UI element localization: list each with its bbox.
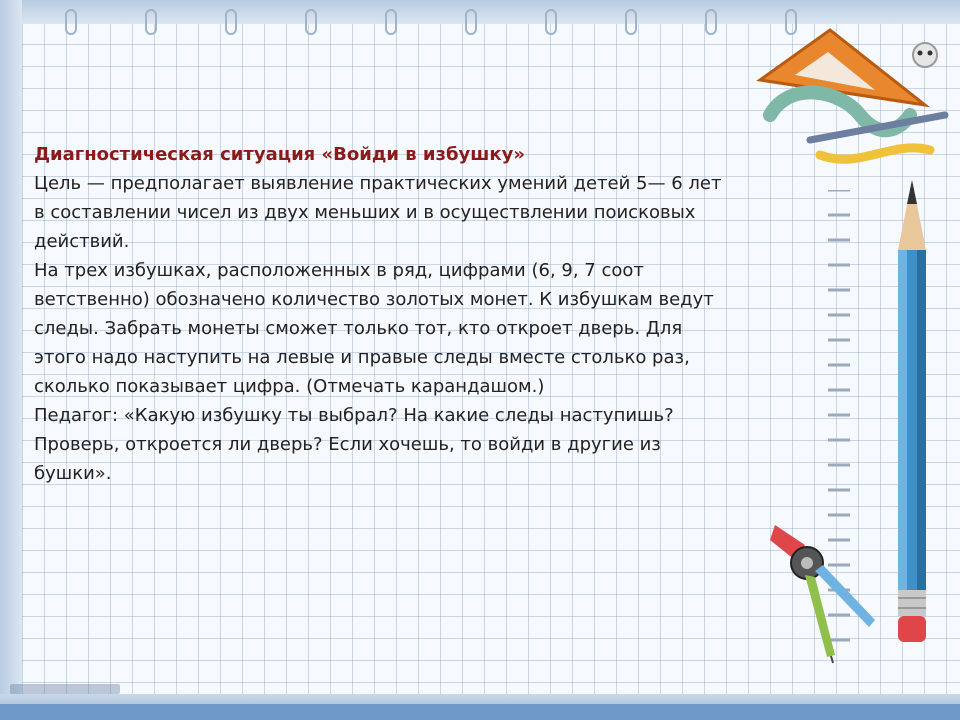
pencil-icon (888, 180, 936, 650)
text-line: ветственно) обозначено количество золотых монет. К избушкам ведут (34, 289, 714, 310)
text-line: действий. (34, 231, 130, 252)
text-line: следы. Забрать монеты сможет только тот, кто откроет дверь. Для (34, 318, 683, 339)
slide-text (34, 140, 834, 488)
frame-bottom-line (0, 704, 960, 720)
binder-rings-icon (60, 8, 860, 38)
compass-icon (765, 515, 885, 665)
text-line: бушки». (34, 463, 112, 484)
text-line: Цель — предполагает выявление практических умений детей 5— 6 лет (34, 173, 722, 194)
text-line: этого надо наступить на левые и правые следы вместе столько раз, (34, 347, 690, 368)
slide-title: Диагностическая ситуация «Войди в избушку» (34, 144, 525, 165)
text-line: сколько показывает цифра. (Отмечать карандашом.) (34, 376, 545, 397)
text-line: На трех избушках, расположенных в ряд, цифрами (6, 9, 7 соот (34, 260, 644, 281)
frame-left (0, 0, 22, 720)
watermark (10, 684, 120, 694)
text-line: в составлении чисел из двух меньших и в осуществлении поисковых (34, 202, 696, 223)
text-line: Проверь, откроется ли дверь? Если хочешь, то войди в другие из (34, 434, 661, 455)
text-line: Педагог: «Какую избушку ты выбрал? На какие следы наступишь? (34, 405, 674, 426)
